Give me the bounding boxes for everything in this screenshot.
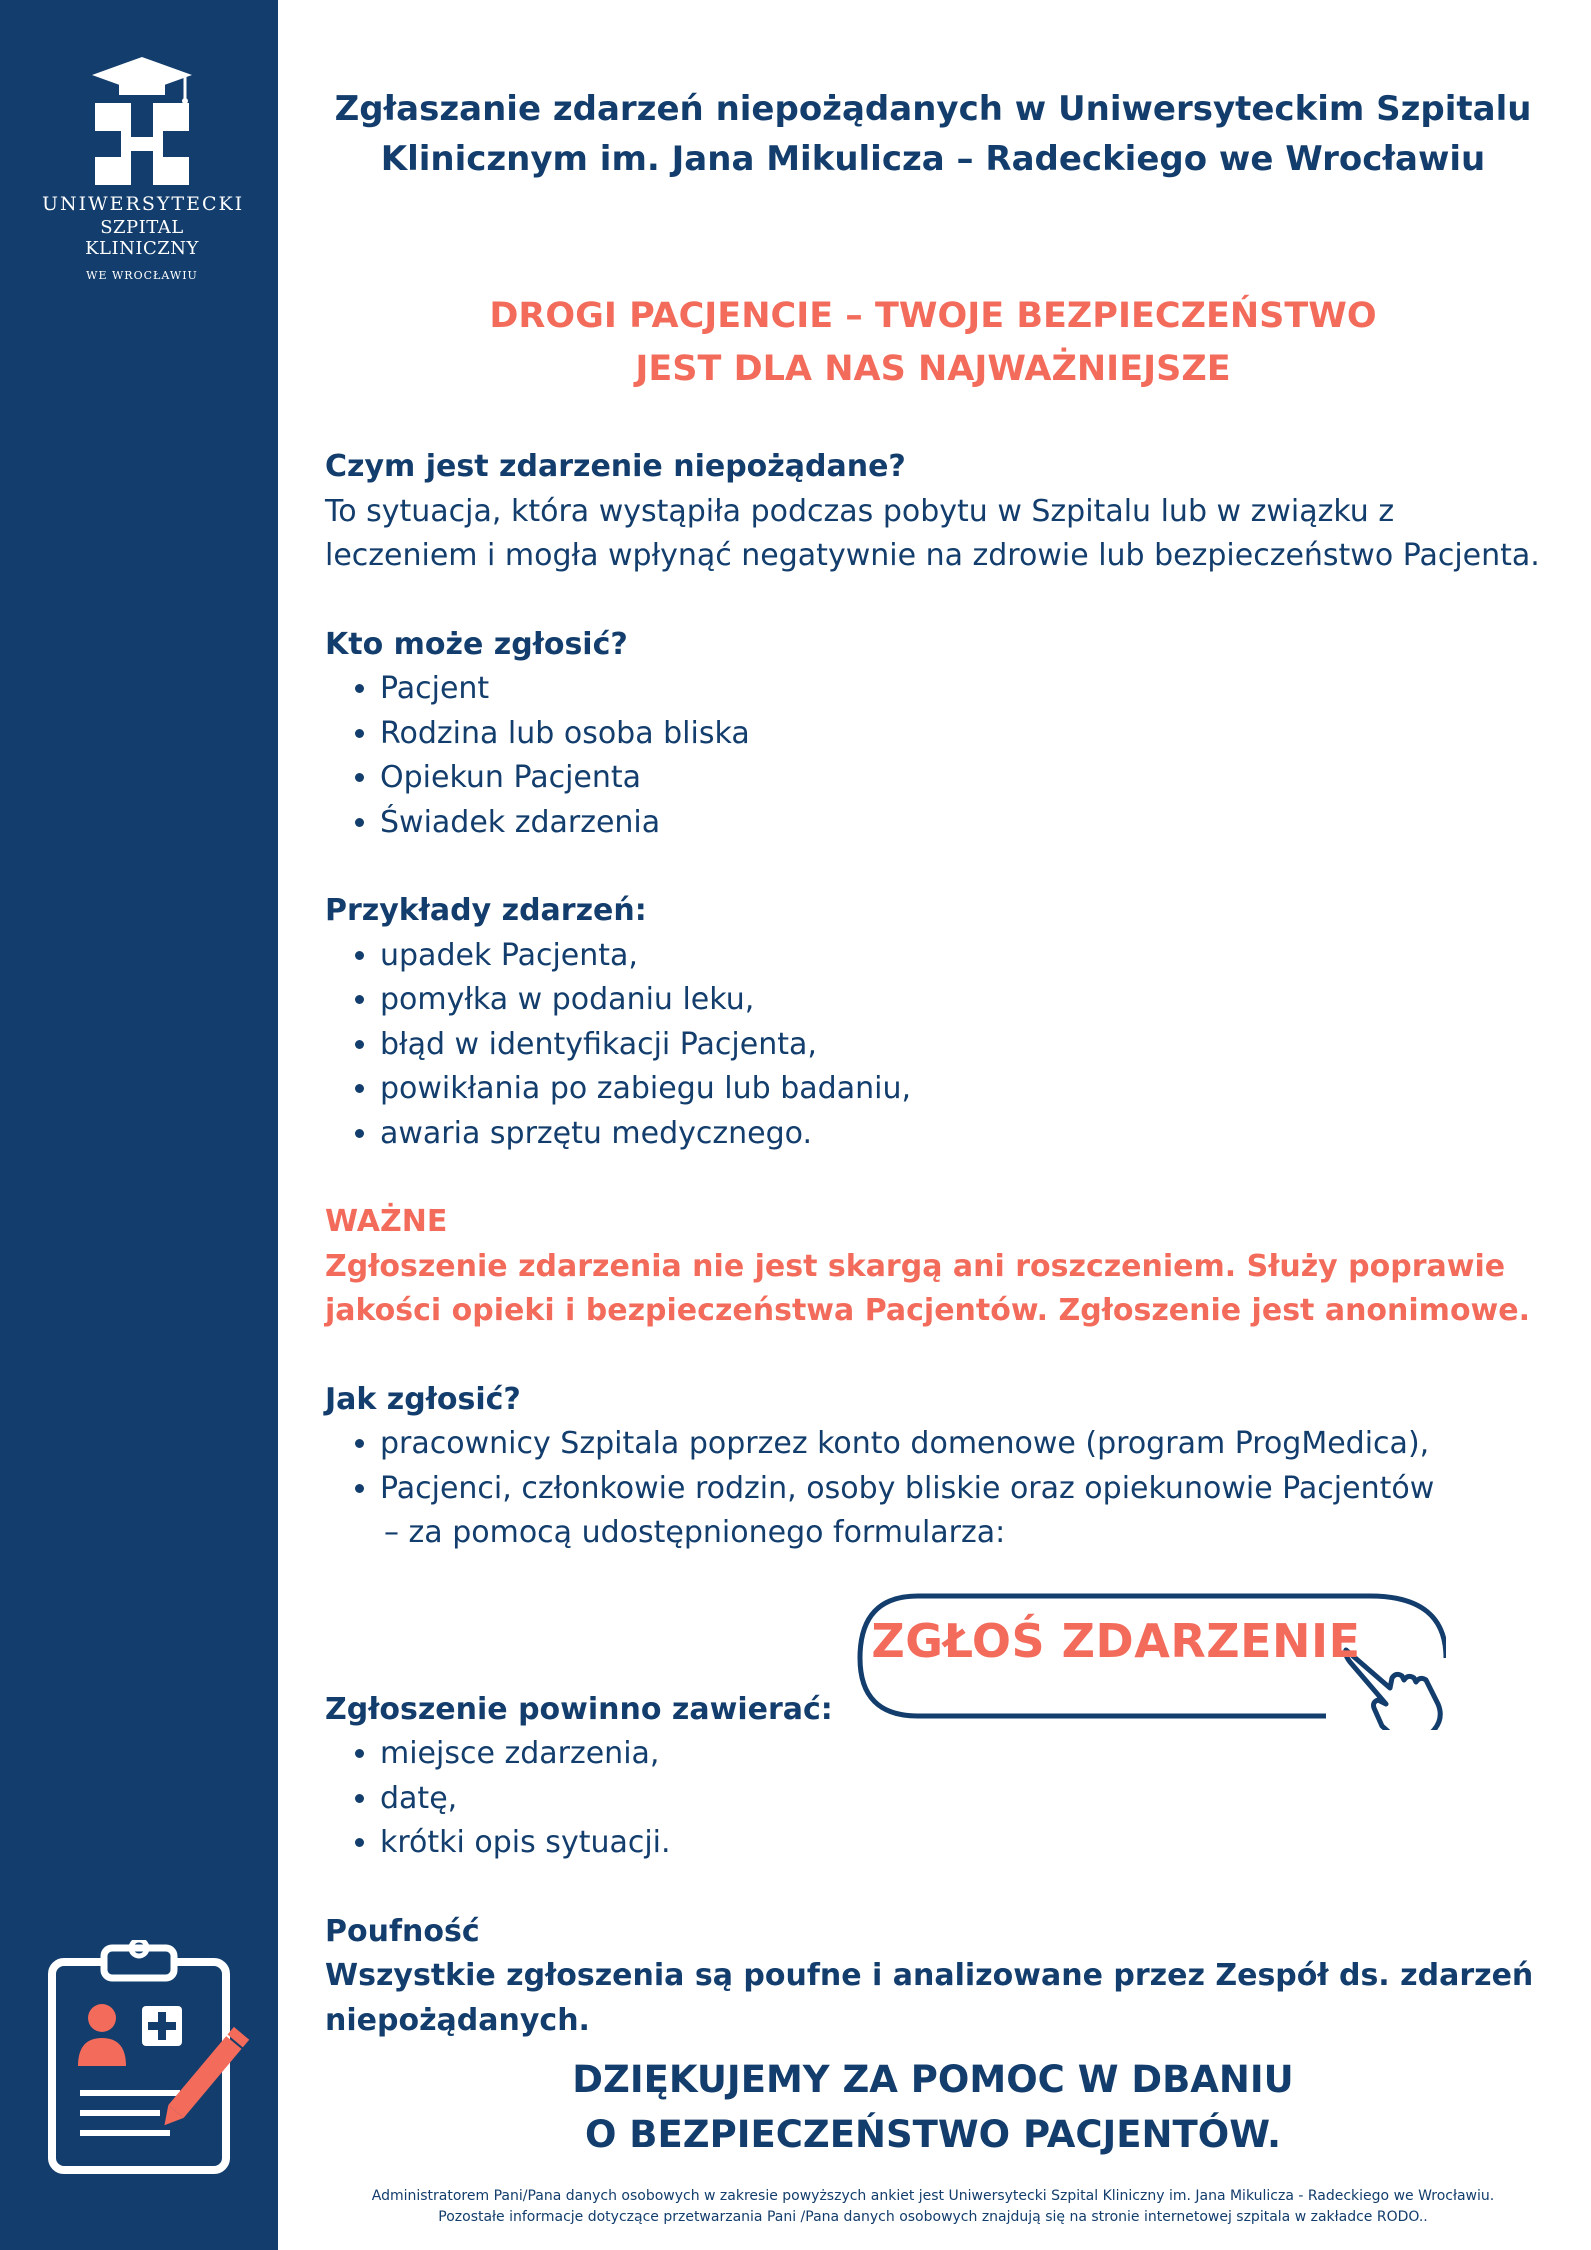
subtitle-line-1: DROGI PACJENCIE – TWOJE BEZPIECZEŃSTWO: [489, 296, 1377, 336]
list-item: • miejsce zdarzenia,: [380, 1732, 1555, 1777]
section-heading-confidentiality: Poufność: [325, 1913, 480, 1949]
thanks-line-1: DZIĘKUJEMY ZA POMOC W DBANIU: [572, 2058, 1294, 2101]
section-heading-examples: Przykłady zdarzeń:: [325, 893, 647, 928]
report-incident-button[interactable]: [856, 1590, 1446, 1722]
list-item: • pomyłka w podaniu leku,: [380, 978, 1555, 1023]
examples-list: [325, 934, 1555, 1157]
sidebar: [0, 0, 278, 2250]
contents-list: [325, 1732, 1555, 1866]
subtitle-line-2: JEST DLA NAS NAJWAŻNIEJSZE: [635, 349, 1231, 389]
section-text-what: To sytuacja, która wystąpiła podczas pobytu w Szpitalu lub w związku z leczeniem i mogła wpłynąć negatywnie na zdrowie lub bezpieczeństwo Pacjenta.: [325, 493, 1540, 573]
section-heading-how: Jak zgłosić?: [325, 1381, 521, 1417]
page-title: Zgłaszanie zdarzeń niepożądanych w Uniwersyteckim Szpitalu Klinicznym im. Jana Mikulicza – Radeckiego we Wrocławiu: [334, 89, 1532, 179]
footer-line-2: Pozostałe informacje dotyczące przetwarzania Pani /Pana danych osobowych znajdują się na stronie internetowej szpitala w zakładce RODO..: [438, 2209, 1428, 2225]
main-content: [325, 445, 1555, 2043]
list-item: • awaria sprzętu medycznego.: [380, 1112, 1555, 1157]
list-item: • Pacjent: [380, 667, 1555, 712]
list-item: • pracownicy Szpitala poprzez konto domenowe (program ProgMedica),: [380, 1422, 1555, 1467]
hospital-cross-cap-icon: [87, 55, 197, 185]
list-item: • upadek Pacjenta,: [380, 934, 1555, 979]
gdpr-footer: [318, 2186, 1548, 2228]
section-heading-what: Czym jest zdarzenie niepożądane?: [325, 449, 906, 484]
logo-line-3: WE WROCŁAWIU: [86, 269, 198, 282]
list-item: • datę,: [380, 1777, 1555, 1822]
important-heading: WAŻNE: [325, 1204, 448, 1239]
thanks-message: [318, 2052, 1548, 2162]
confidentiality-text: Wszystkie zgłoszenia są poufne i analizowane przez Zespół ds. zdarzeń niepożądanych.: [325, 1958, 1534, 2038]
list-item: • powikłania po zabiegu lub badaniu,: [380, 1067, 1555, 1112]
page-subtitle: [318, 290, 1548, 396]
how-list: [325, 1422, 1555, 1556]
who-list: [325, 667, 1555, 845]
list-item: • Rodzina lub osoba bliska: [380, 712, 1555, 757]
hospital-logo: [42, 55, 245, 282]
section-heading-contents: Zgłoszenie powinno zawierać:: [325, 1691, 833, 1727]
logo-line-1: UNIWERSYTECKI: [42, 193, 245, 215]
section-heading-who: Kto może zgłosić?: [325, 626, 628, 662]
logo-line-2: SZPITAL KLINICZNY: [85, 217, 199, 259]
list-item: [380, 1467, 1555, 1556]
list-item-line: • Pacjenci, członkowie rodzin, osoby bliskie oraz opiekunowie Pacjentów: [380, 1470, 1435, 1506]
list-item: • Opiekun Pacjenta: [380, 756, 1555, 801]
list-item: • Świadek zdarzenia: [380, 801, 1555, 846]
list-item: • krótki opis sytuacji.: [380, 1821, 1555, 1866]
thanks-line-2: O BEZPIECZEŃSTWO PACJENTÓW.: [584, 2113, 1282, 2156]
footer-line-1: Administratorem Pani/Pana danych osobowych w zakresie powyższych ankiet jest Uniwersytecki Szpital Kliniczny im. Jana Mikulicza - Radeckiego we Wrocławiu.: [371, 2188, 1495, 2204]
list-item: • błąd w identyfikacji Pacjenta,: [380, 1023, 1555, 1068]
important-text: Zgłoszenie zdarzenia nie jest skargą ani roszczeniem. Służy poprawie jakości opieki i bezpieczeństwa Pacjentów. Zgłoszenie jest anonimowe.: [325, 1248, 1531, 1328]
report-incident-label[interactable]: ZGŁOŚ ZDARZENIE: [871, 1614, 1361, 1668]
medical-clipboard-icon: [44, 1940, 264, 2180]
list-item-line: – za pomocą udostępnionego formularza:: [384, 1515, 1006, 1550]
